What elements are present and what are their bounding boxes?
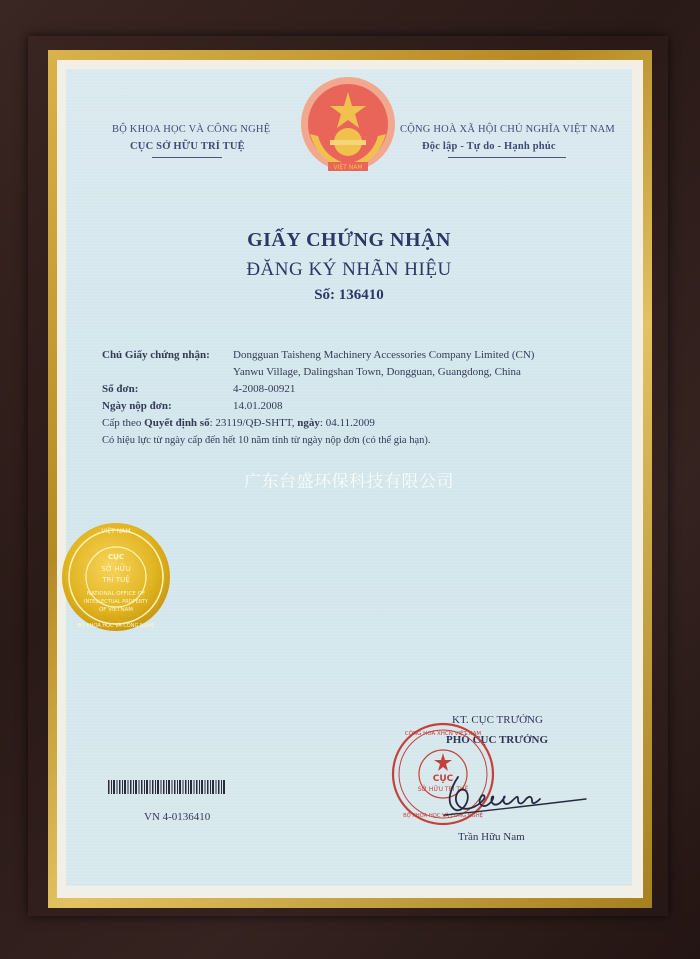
- certificate-paper: [66, 69, 632, 886]
- svg-text:INTELLECTUAL PROPERTY: INTELLECTUAL PROPERTY: [84, 599, 148, 605]
- decision-label: Quyết định số: [144, 417, 210, 429]
- handwritten-signature-icon: [436, 769, 596, 829]
- svg-text:NATIONAL OFFICE OF: NATIONAL OFFICE OF: [86, 591, 146, 597]
- company-watermark: 广东台盛环保科技有限公司: [244, 472, 454, 492]
- republic-name: CỘNG HOÀ XÃ HỘI CHỦ NGHĨA VIỆT NAM: [400, 124, 615, 135]
- decision-date: : 04.11.2009: [319, 417, 375, 429]
- svg-text:VIỆT NAM: VIỆT NAM: [101, 528, 131, 535]
- svg-text:BỘ KHOA HỌC VÀ CÔNG NGHỆ: BỘ KHOA HỌC VÀ CÔNG NGHỆ: [403, 813, 483, 819]
- signature-title-1: KT. CỤC TRƯỞNG: [452, 714, 543, 726]
- decision-value: : 23119/QĐ-SHTT,: [209, 417, 298, 429]
- svg-text:CỘNG HOÀ XHCN VIỆT NAM: CỘNG HOÀ XHCN VIỆT NAM: [404, 731, 482, 737]
- svg-text:SỞ HỮU: SỞ HỮU: [101, 565, 131, 573]
- emblem-label: VIỆT NAM: [333, 164, 363, 171]
- application-number: 4-2008-00921: [233, 383, 296, 395]
- filing-date: 14.01.2008: [233, 400, 283, 412]
- validity-statement: Có hiệu lực từ ngày cấp đến hết 10 năm tính từ ngày nộp đơn (có thể gia hạn).: [102, 435, 431, 446]
- decision-line: [102, 417, 375, 429]
- signature-title-2: PHÓ CỤC TRƯỞNG: [446, 734, 549, 746]
- svg-text:CỤC: CỤC: [432, 774, 454, 784]
- barcode-icon: [108, 780, 226, 794]
- ministry-name: BỘ KHOA HỌC VÀ CÔNG NGHỆ: [112, 124, 271, 135]
- svg-text:SỞ HỮU TRÍ TUỆ: SỞ HỮU TRÍ TUỆ: [417, 786, 469, 793]
- national-emblem-icon: [298, 74, 398, 178]
- certificate-subtitle: ĐĂNG KÝ NHÃN HIỆU: [246, 259, 452, 280]
- gold-seal-icon: [60, 519, 172, 635]
- filing-date-label: Ngày nộp đơn:: [102, 400, 172, 412]
- owner-address: Yanwu Village, Dalingshan Town, Dongguan, Guangdong, China: [233, 366, 521, 378]
- svg-text:TRÍ TUỆ: TRÍ TUỆ: [102, 576, 130, 584]
- svg-text:BỘ KHOA HỌC VÀ CÔNG NGHỆ: BỘ KHOA HỌC VÀ CÔNG NGHỆ: [77, 623, 155, 629]
- signer-name: Trần Hữu Nam: [458, 831, 525, 843]
- decision-prefix: Cấp theo: [102, 417, 145, 429]
- office-name: CỤC SỞ HỮU TRÍ TUỆ: [130, 141, 245, 152]
- svg-text:OF VIETNAM: OF VIETNAM: [98, 607, 134, 613]
- decision-date-label: ngày: [297, 417, 320, 429]
- application-number-label: Số đơn:: [102, 383, 139, 395]
- certificate-title: GIẤY CHỨNG NHẬN: [247, 229, 451, 251]
- barcode-number: VN 4-0136410: [144, 811, 211, 823]
- owner-label: Chủ Giấy chứng nhận:: [102, 349, 210, 361]
- motto: Độc lập - Tự do - Hạnh phúc: [422, 141, 556, 152]
- header-right-rule: [448, 157, 566, 158]
- header-left-rule: [152, 157, 222, 158]
- owner-name: Dongguan Taisheng Machinery Accessories Company Limited (CN): [233, 349, 535, 361]
- svg-text:CỤC: CỤC: [108, 553, 124, 561]
- certificate-number: Số: 136410: [314, 287, 384, 303]
